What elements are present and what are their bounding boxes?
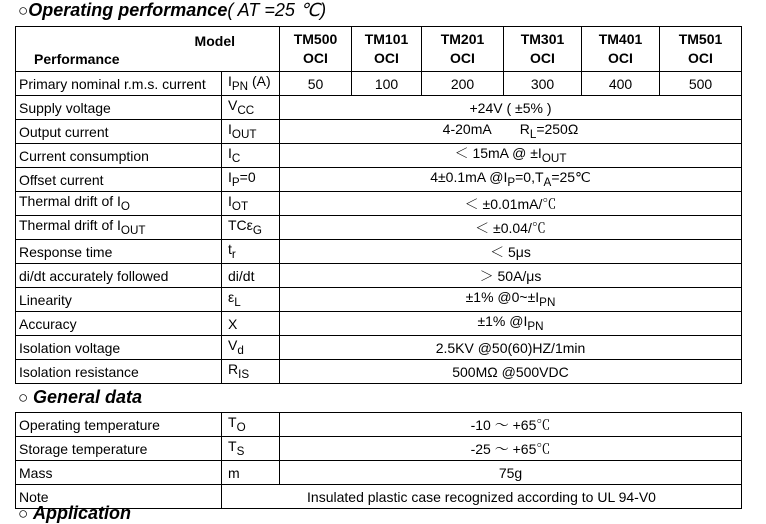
row-value: -10 ～ +65℃ xyxy=(280,413,742,437)
model-value-cell: 400 xyxy=(582,72,660,96)
table-row xyxy=(16,120,742,144)
row-symbol: $I_{OT}$ xyxy=(222,192,280,216)
general-data-table xyxy=(15,412,742,509)
header-corner-cell xyxy=(16,27,280,72)
table-row xyxy=(16,336,742,360)
row-symbol: $V_d$ xyxy=(222,336,280,360)
row-symbol: m xyxy=(222,461,280,485)
row-label: Current consumption xyxy=(16,144,222,168)
row-symbol: $\varepsilon_L$ xyxy=(222,288,280,312)
table-row xyxy=(16,413,742,437)
row-symbol: $t_r$ xyxy=(222,240,280,264)
row-label: Supply voltage xyxy=(16,96,222,120)
row-value: 500MΩ @500VDC xyxy=(280,360,742,384)
row-label: Accuracy xyxy=(16,312,222,336)
row-symbol: TCε$_G$ xyxy=(222,216,280,240)
row-label: Operating temperature xyxy=(16,413,222,437)
application-heading-title: Application xyxy=(33,503,131,523)
model-column-header: TM201 OCI xyxy=(422,27,504,72)
general-heading-title: General data xyxy=(33,387,143,407)
row-symbol: X xyxy=(222,312,280,336)
row-symbol: $I_P=0$ xyxy=(222,168,280,192)
model-column-header: TM500 OCI xyxy=(280,27,352,72)
table-row xyxy=(16,360,742,384)
row-label: Response time xyxy=(16,240,222,264)
table-row xyxy=(16,192,742,216)
model-value-cell: 50 xyxy=(280,72,352,96)
row-value: ＞ 50A/μs xyxy=(280,264,742,288)
table-row xyxy=(16,312,742,336)
operating-performance-table xyxy=(15,26,742,384)
table-row xyxy=(16,144,742,168)
row-symbol: $V_{CC}$ xyxy=(222,96,280,120)
row-label: Thermal drift of $I_{OUT}$ xyxy=(16,216,222,240)
row-label: Isolation voltage xyxy=(16,336,222,360)
row-label: Isolation resistance xyxy=(16,360,222,384)
table-row xyxy=(16,96,742,120)
row-label: Linearity xyxy=(16,288,222,312)
table-row xyxy=(16,264,742,288)
operating-heading-title: Operating performance xyxy=(28,0,228,20)
row-value: ＜ 15mA @ $\pm I_{OUT}$ xyxy=(280,144,742,168)
operating-performance-heading xyxy=(18,0,326,21)
model-value-cell: 200 xyxy=(422,72,504,96)
model-column-header: TM401 OCI xyxy=(582,27,660,72)
header-performance-label: Performance xyxy=(34,51,120,67)
model-value-cell: 300 xyxy=(504,72,582,96)
circle-bullet-icon: ○ xyxy=(18,388,33,407)
row-symbol: $R_{IS}$ xyxy=(222,360,280,384)
table-row xyxy=(16,437,742,461)
table-row xyxy=(16,461,742,485)
row-symbol: $T_S$ xyxy=(222,437,280,461)
row-symbol: di/dt xyxy=(222,264,280,288)
row-label: Mass xyxy=(16,461,222,485)
table-row xyxy=(16,216,742,240)
row-label: Storage temperature xyxy=(16,437,222,461)
table-row-primary-current xyxy=(16,72,742,96)
operating-heading-condition: ( AT =25 ℃) xyxy=(227,0,327,20)
row-value: ＜ 5μs xyxy=(280,240,742,264)
row-value: 2.5KV @50(60)HZ/1min xyxy=(280,336,742,360)
row-label: Output current xyxy=(16,120,222,144)
general-data-heading xyxy=(18,387,142,408)
row-value: ±1% $@0\sim\pm I_{PN}$ xyxy=(280,288,742,312)
model-column-header: TM301 OCI xyxy=(504,27,582,72)
row-value: ＜ ±0.04/℃ xyxy=(280,216,742,240)
row-symbol: $I_C$ xyxy=(222,144,280,168)
row-value: Insulated plastic case recognized according to UL 94-V0 xyxy=(222,485,742,509)
row-label: Note xyxy=(16,485,222,509)
row-value: 4-20mA $R_L=250\Omega$ xyxy=(280,120,742,144)
row-symbol: $I_{PN}$ (A) xyxy=(222,72,280,96)
row-label: di/dt accurately followed xyxy=(16,264,222,288)
model-column-header: TM101 OCI xyxy=(352,27,422,72)
row-label: Primary nominal r.m.s. current xyxy=(16,72,222,96)
row-value: ±1% $@I_{PN}$ xyxy=(280,312,742,336)
table-row xyxy=(16,240,742,264)
row-value: 75g xyxy=(280,461,742,485)
model-value-cell: 500 xyxy=(660,72,742,96)
table-row xyxy=(16,288,742,312)
model-value-cell: 100 xyxy=(352,72,422,96)
circle-bullet-icon: ○ xyxy=(18,504,33,523)
row-symbol: $T_O$ xyxy=(222,413,280,437)
row-value: 4±0.1mA $@I_P=0,T_A=25℃$ xyxy=(280,168,742,192)
circle-bullet-icon: ○ xyxy=(18,1,29,20)
row-label: Offset current xyxy=(16,168,222,192)
row-label: Thermal drift of $I_O$ xyxy=(16,192,222,216)
row-symbol: $I_{OUT}$ xyxy=(222,120,280,144)
row-value: +24V ( ±5% ) xyxy=(280,96,742,120)
table-header-row xyxy=(16,27,742,72)
header-model-label: Model xyxy=(194,33,235,49)
row-value: ＜ ±0.01mA/℃ xyxy=(280,192,742,216)
row-value: -25 ～ +65℃ xyxy=(280,437,742,461)
table-row xyxy=(16,168,742,192)
model-column-header: TM501 OCI xyxy=(660,27,742,72)
